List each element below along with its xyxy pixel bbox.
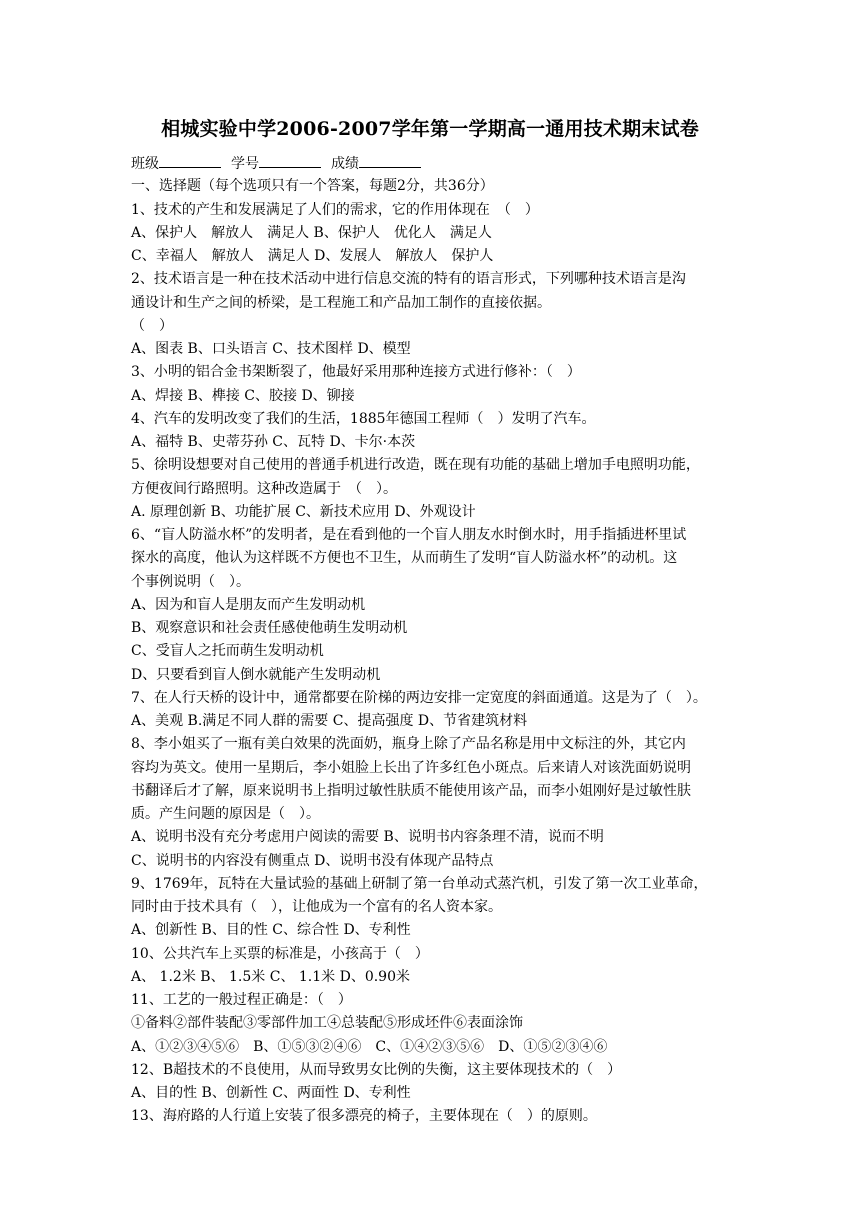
text-line: A、创新性 B、目的性 C、综合性 D、专利性: [131, 922, 411, 939]
text-line: 12、B超技术的不良使用，从而导致男女比例的失衡，这主要体现技术的（ ）: [131, 1061, 622, 1078]
text-line: 个事例说明（ ）。: [131, 573, 250, 590]
score-label: 成绩: [331, 156, 359, 172]
text-line: A、保护人 解放人 满足人 B、保护人 优化人 满足人: [131, 224, 492, 241]
text-line: D、只要看到盲人倒水就能产生发明动机: [131, 666, 381, 683]
text-line: 1、技术的产生和发展满足了人们的需求，它的作用体现在 （ ）: [131, 201, 539, 218]
text-line: 同时由于技术具有（ ），让他成为一个富有的名人资本家。: [131, 899, 502, 915]
student-info-line: [131, 152, 731, 175]
text-line: （ ）: [131, 317, 173, 334]
text-line: A、焊接 B、榫接 C、胶接 D、铆接: [131, 387, 355, 404]
text-line: 5、徐明设想要对自己使用的普通手机进行改造，既在现有功能的基础上增加手电照明功能，: [131, 457, 700, 474]
text-line: B、观察意识和社会责任感使他萌生发明动机: [131, 620, 408, 636]
text-line: 13、海府路的人行道上安装了很多漂亮的椅子，主要体现在（ ）的原则。: [131, 1108, 597, 1125]
class-label: 班级: [131, 156, 159, 172]
text-line: A、说明书没有充分考虑用户阅读的需要 B、说明书内容条理不清，说而不明: [131, 829, 604, 846]
text-line: 探水的高度，他认为这样既不方便也不卫生，从而萌生了发明“盲人防溢水杯”的动机。这: [131, 550, 678, 567]
student-id-label: 学号: [231, 156, 259, 172]
text-line: A、 1.2米 B、 1.5米 C、 1.1米 D、0.90米: [131, 968, 411, 985]
text-line: 9、1769年，瓦特在大量试验的基础上研制了第一台单动式蒸汽机，引发了第一次工业革命，: [131, 875, 708, 892]
text-line: C、说明书的内容没有侧重点 D、说明书没有体现产品特点: [131, 852, 494, 869]
text-line: 3、小明的铝合金书架断裂了，他最好采用那种连接方式进行修补：（ ）: [131, 364, 581, 381]
text-line: 7、在人行天桥的设计中，通常都要在阶梯的两边安排一定宽度的斜面通道。这是为了（ ）。: [131, 689, 707, 706]
text-line: 一、选择题（每个选项只有一个答案，每题2分，共36分）: [131, 178, 494, 195]
text-line: ①备料②部件装配③零部件加工④总装配⑤形成坯件⑥表面涂饰: [131, 1015, 523, 1032]
text-line: 方便夜间行路照明。这种改造属于 （ ）。: [131, 480, 397, 497]
text-line: 容均为英文。使用一星期后，李小姐脸上长出了许多红色小斑点。后来请人对该洗面奶说明: [131, 759, 691, 776]
text-line: 2、技术语言是一种在技术活动中进行信息交流的特有的语言形式，下列哪种技术语言是沟: [131, 271, 686, 288]
text-line: A、福特 B、史蒂芬孙 C、瓦特 D、卡尔·本茨: [131, 434, 416, 450]
text-line: 8、李小姐买了一瓶有美白效果的洗面奶，瓶身上除了产品名称是用中文标注的外，其它内: [131, 736, 686, 753]
text-line: A. 原理创新 B、功能扩展 C、新技术应用 D、外观设计: [131, 503, 476, 520]
text-line: A、因为和盲人是朋友而产生发明动机: [131, 596, 366, 613]
exam-body: [131, 152, 731, 1129]
text-line: 11、工艺的一般过程正确是：（ ）: [131, 992, 352, 1008]
text-line: A、目的性 B、创新性 C、两面性 D、专利性: [131, 1085, 411, 1101]
text-line: 6、“盲人防溢水杯”的发明者，是在看到他的一个盲人朋友水时倒水时，用手指插进杯里试: [131, 527, 687, 543]
text-line: 4、汽车的发明改变了我们的生活，1885年德国工程师（ ）发明了汽车。: [131, 410, 596, 427]
student-id-blank[interactable]: [259, 152, 321, 168]
exam-title: 相城实验中学2006-2007学年第一学期高一通用技术期末试卷: [161, 118, 699, 140]
class-blank[interactable]: [159, 152, 221, 168]
text-line: 10、公共汽车上买票的标准是，小孩高于（ ）: [131, 945, 429, 962]
text-line: C、受盲人之托而萌生发明动机: [131, 643, 324, 660]
score-blank[interactable]: [359, 152, 421, 168]
text-line: A、①②③④⑤⑥ B、①⑤③②④⑥ C、①④②③⑤⑥ D、①⑤②③④⑥: [131, 1038, 608, 1055]
text-line: A、美观 B.满足不同人群的需要 C、提高强度 D、节省建筑材料: [131, 713, 528, 729]
text-line: C、幸福人 解放人 满足人 D、发展人 解放人 保护人: [131, 248, 494, 264]
text-line: A、图表 B、口头语言 C、技术图样 D、模型: [131, 341, 411, 357]
text-line: 质。产生问题的原因是（ ）。: [131, 806, 320, 822]
text-line: 书翻译后才了解，原来说明书上指明过敏性肤质不能使用该产品，而李小姐刚好是过敏性肤: [131, 782, 691, 799]
text-line: 通设计和生产之间的桥梁，是工程施工和产品加工制作的直接依据。: [131, 294, 551, 311]
